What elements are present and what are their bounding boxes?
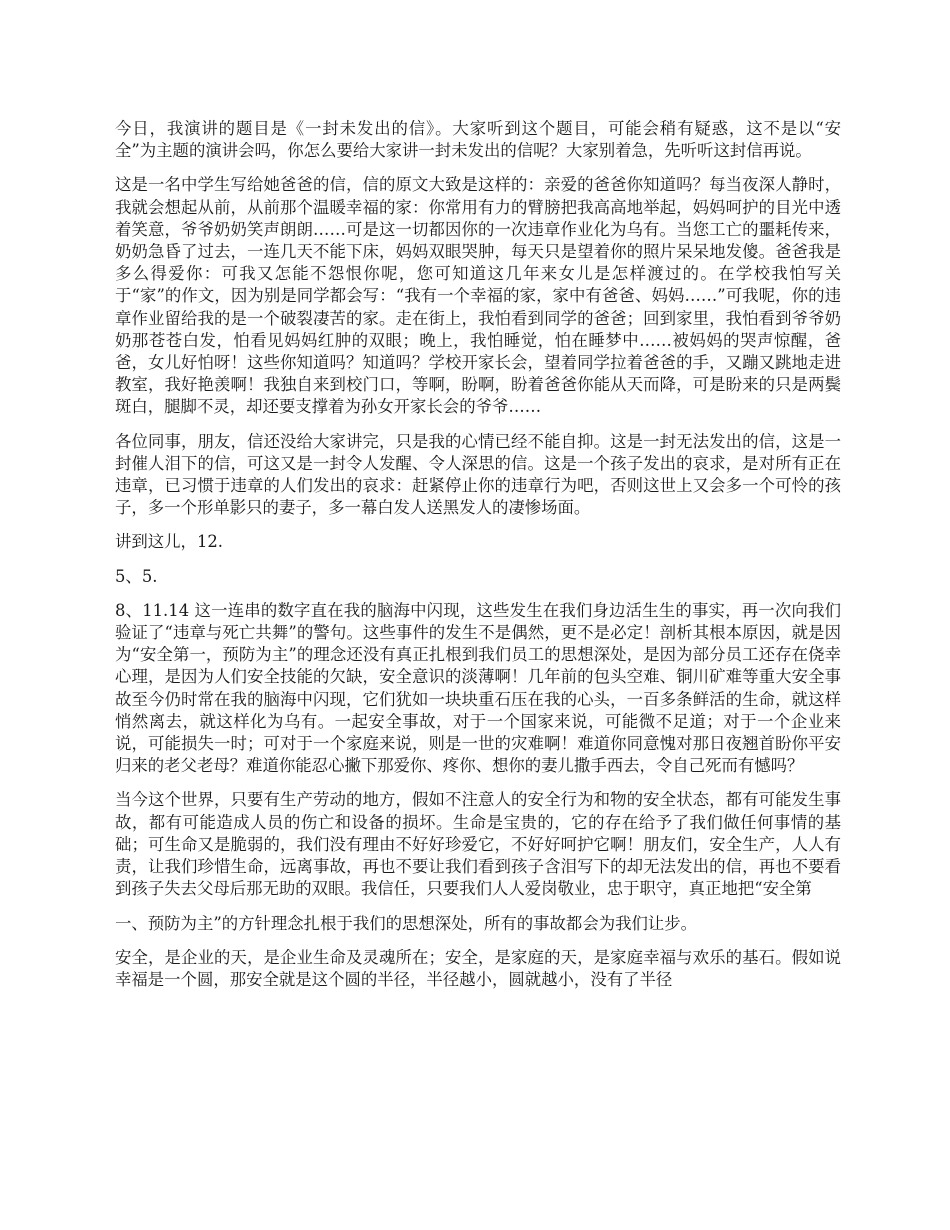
paragraph-date-1: 讲到这儿，12. [115,532,224,552]
paragraph-accidents: 8、11.14 这一连串的数字直在我的脑海中闪现，这些发生在我们身边活生生的事实，再一次向我们验证了“违章与死亡共舞”的警句。这些事件的发生不是偶然，更不是必定！剖析其根本原因，就是因为“安全第一，预防为主”的理念还没有真正扎根到我们员工的思想深处，是因为部分员工还存在侥幸心理，是因为人们安全技能的欠缺，安全意识的淡薄啊！几年前的包头空难、铜川矿难等重大安全事故至今仍时常在我的脑海中闪现，它们犹如一块块重石压在我的心头，一百多条鲜活的生命，就这样悄然离去，就这样化为乌有。一起安全事故，对于一个国家来说，可能微不足道；对于一个企业来说，可能损失一时；可对于一个家庭来说，则是一世的灾难啊！难道你同意愧对那日夜翘首盼你平安归来的老父老母？难道你能忍心撇下那爱你、疼你、想你的妻儿撒手西去，令自己死而有憾吗？ [115,600,841,776]
paragraph-policy: 一、预防为主”的方针理念扎根于我们的思想深处，所有的事故都会为我们让步。 [115,913,698,933]
paragraph-foundation: 安全，是企业的天，是企业生命及灵魂所在；安全，是家庭的天，是家庭幸福与欢乐的基石。假如说幸福是一个圆，那安全就是这个圆的半径，半径越小，圆就越小，没有了半径 [115,947,841,989]
paragraph-intro: 今日，我演讲的题目是《一封未发出的信》。大家听到这个题目，可能会稍有疑惑，这不是以“安全”为主题的演讲会吗，你怎么要给大家讲一封未发出的信呢？大家别着急，先听听这封信再说。 [115,119,841,161]
paragraph-safety-world: 当今这个世界，只要有生产劳动的地方，假如不注意人的安全行为和物的安全状态，都有可能发生事故，都有可能造成人员的伤亡和设备的损坏。生命是宝贵的，它的存在给予了我们做任何事情的基础；可生命又是脆弱的，我们没有理由不好好珍爱它，不好好呵护它啊！朋友们，安全生产，人人有责，让我们珍惜生命，远离事故，再也不要让我们看到孩子含泪写下的却无法发出的信，再也不要看到孩子失去父母后那无助的双眼。我信任，只要我们人人爱岗敬业，忠于职守，真正地把“安全第 [115,790,841,899]
paragraph-date-2: 5、5. [115,566,158,586]
document-body [115,118,841,1003]
paragraph-letter: 这是一名中学生写给她爸爸的信，信的原文大致是这样的：亲爱的爸爸你知道吗？每当夜深人静时，我就会想起从前，从前那个温暖幸福的家：你常用有力的臂膀把我高高地举起，妈妈呵护的目光中透着笑意，爷爷奶奶笑声朗朗……可是这一切都因你的一次违章作业化为乌有。当您工亡的噩耗传来，奶奶急昏了过去，一连几天不能下床，妈妈双眼哭肿，每天只是望着你的照片呆呆地发傻。爸爸我是多么得爱你：可我又怎能不怨恨你呢，您可知道这几年来女儿是怎样渡过的。在学校我怕写关于“家”的作文，因为别是同学都会写：“我有一个幸福的家，家中有爸爸、妈妈……”可我呢，你的违章作业留给我的是一个破裂凄苦的家。走在街上，我怕看到同学的爸爸；回到家里，我怕看到爷爷奶奶那苍苍白发，怕看见妈妈红肿的双眼；晚上，我怕睡觉，怕在睡梦中……被妈妈的哭声惊醒，爸爸，女儿好怕呀！这些你知道吗？知道吗？学校开家长会，望着同学拉着爸爸的手，又蹦又跳地走进教室，我好艳羡啊！我独自来到校门口，等啊，盼啊，盼着爸爸你能从天而降，可是盼来的只是两鬓斑白，腿脚不灵，却还要支撑着为孙女开家长会的爷爷…… [115,175,841,417]
paragraph-plea: 各位同事，朋友，信还没给大家讲完，只是我的心情已经不能自抑。这是一封无法发出的信，这是一封催人泪下的信，可这又是一封令人发醒、令人深思的信。这是一个孩子发出的哀求，是对所有正在违章，已习惯于违章的人们发出的哀求：赶紧停止你的违章行为吧，否则这世上又会多一个可怜的孩子，多一个形单影只的妻子，多一幕白发人送黑发人的凄惨场面。 [115,431,841,518]
